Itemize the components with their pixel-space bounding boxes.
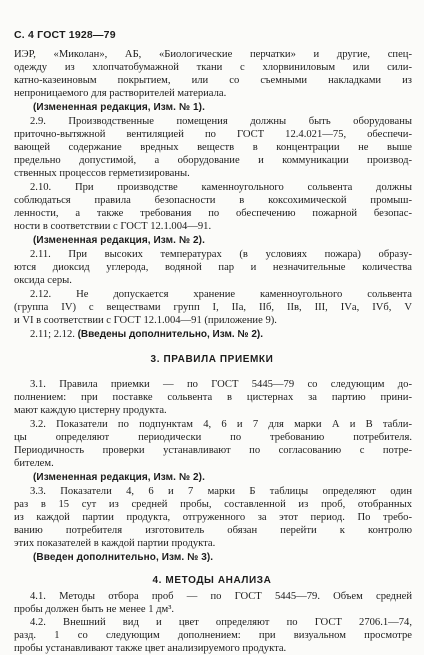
clause-2-9: 2.9. Производственные помещения должны быть оборудованы xyxy=(30,116,412,127)
amendment-note: (Введен дополнительно, Изм. № 3). xyxy=(33,552,214,563)
text-line: пробы должен быть не менее 1 дм³. xyxy=(14,604,175,615)
text-line: и VI в соответствии с ГОСТ 12.1.004—91 (приложение 9). xyxy=(14,315,277,326)
section-heading: 3. ПРАВИЛА ПРИЕМКИ xyxy=(150,354,274,365)
text-line: оксида серы. xyxy=(14,275,72,286)
clause-4-2: 4.2. Внешний вид и цвет определяют по ГОСТ 2706.1—74, xyxy=(30,617,412,628)
text-line: мают каждую цистерну продукта. xyxy=(14,405,167,416)
clause-2-12: 2.12. Не допускается хранение каменноугольного сольвента xyxy=(30,289,412,300)
text-line: одежду из хлопчатобумажной ткани с хлорвиниловым или сили- xyxy=(14,62,412,73)
text-line: цы определяют периодически по требованию потребителя. xyxy=(14,432,412,443)
text-line: этих показателей в каждой партии продукта. xyxy=(14,538,216,549)
text-line: ванию потребителя изготовитель обязан перейти к контролю xyxy=(14,525,412,536)
text-line: из каждой партии продукта, отгруженного за этот период. По требо- xyxy=(14,512,412,523)
amendment-note: (Измененная редакция, Изм. № 2). xyxy=(33,472,205,483)
text-line: раз в 15 сут из средней пробы, составленной из проб, отобранных xyxy=(14,499,412,510)
page-header: С. 4 ГОСТ 1928—79 xyxy=(14,29,116,41)
text-line: бителем. xyxy=(14,458,54,469)
text-line: катно-казеиновым покрытием, или со съемными накладками из xyxy=(14,75,412,86)
text-line: соблюдаться правила безопасности в коксохимической промыш- xyxy=(14,195,412,206)
text-line: Периодичность проверки устанавливают по согласованию с потре- xyxy=(14,445,412,456)
text-line: ности в соответствии с ГОСТ 12.1.004—91. xyxy=(14,221,212,232)
amendment-note: (Введены дополнительно, Изм. № 2). xyxy=(77,329,264,340)
text-line: предельно допустимой, а оборудование и коммуникации производ- xyxy=(14,155,412,166)
text-line: разд. 1 со следующим дополнением: при визуальном просмотре xyxy=(14,630,412,641)
text-line: приточно-вытяжной вентиляцией по ГОСТ 12.4.021—75, обеспечи- xyxy=(14,129,412,140)
text-line: вающей содержание вредных веществ в концентрации не выше xyxy=(14,142,412,153)
text-line: ственных процессов герметизированы. xyxy=(14,168,190,179)
text-line: ются диоксид углерода, водяной пар и незначительные количества xyxy=(14,262,412,273)
amendment-note: (Измененная редакция, Изм. № 1). xyxy=(33,102,205,113)
text-line: непроницаемого для растворителей материала. xyxy=(14,88,227,99)
text-line: полнением: при поставке сольвента в цистернах за партию прини- xyxy=(14,392,412,403)
clauses-added-note xyxy=(30,328,412,341)
text-line: (группа IV) с веществами групп I, IIа, IIб, IIв, III, IVа, IVб, V xyxy=(14,302,412,313)
amendment-note: (Измененная редакция, Изм. № 2). xyxy=(33,235,205,246)
text-line: ИЭР, «Миколан», АБ, «Биологические перчатки» и другие, спец- xyxy=(14,49,412,60)
text-line: ленности, а также требования по обеспечению пожарной безопас- xyxy=(14,208,412,219)
clause-3-3: 3.3. Показатели 4, 6 и 7 марки Б таблицы определяют один xyxy=(30,486,412,497)
clause-2-10: 2.10. При производстве каменноугольного сольвента должны xyxy=(30,182,412,193)
text-line: пробы устанавливают также цвет анализируемого продукта. xyxy=(14,643,287,654)
clause-2-11: 2.11. При высоких температурах (в условиях пожара) образу- xyxy=(30,249,412,260)
clause-3-1: 3.1. Правила приемки — по ГОСТ 5445—79 со следующим до- xyxy=(30,379,412,390)
clause-3-2: 3.2. Показатели по подпунктам 4, 6 и 7 для марки А и В табли- xyxy=(30,419,412,430)
section-heading: 4. МЕТОДЫ АНАЛИЗА xyxy=(152,575,272,586)
clause-refs: 2.11; 2.12. xyxy=(30,329,75,340)
clause-4-1: 4.1. Методы отбора проб — по ГОСТ 5445—79. Объем средней xyxy=(30,591,412,602)
